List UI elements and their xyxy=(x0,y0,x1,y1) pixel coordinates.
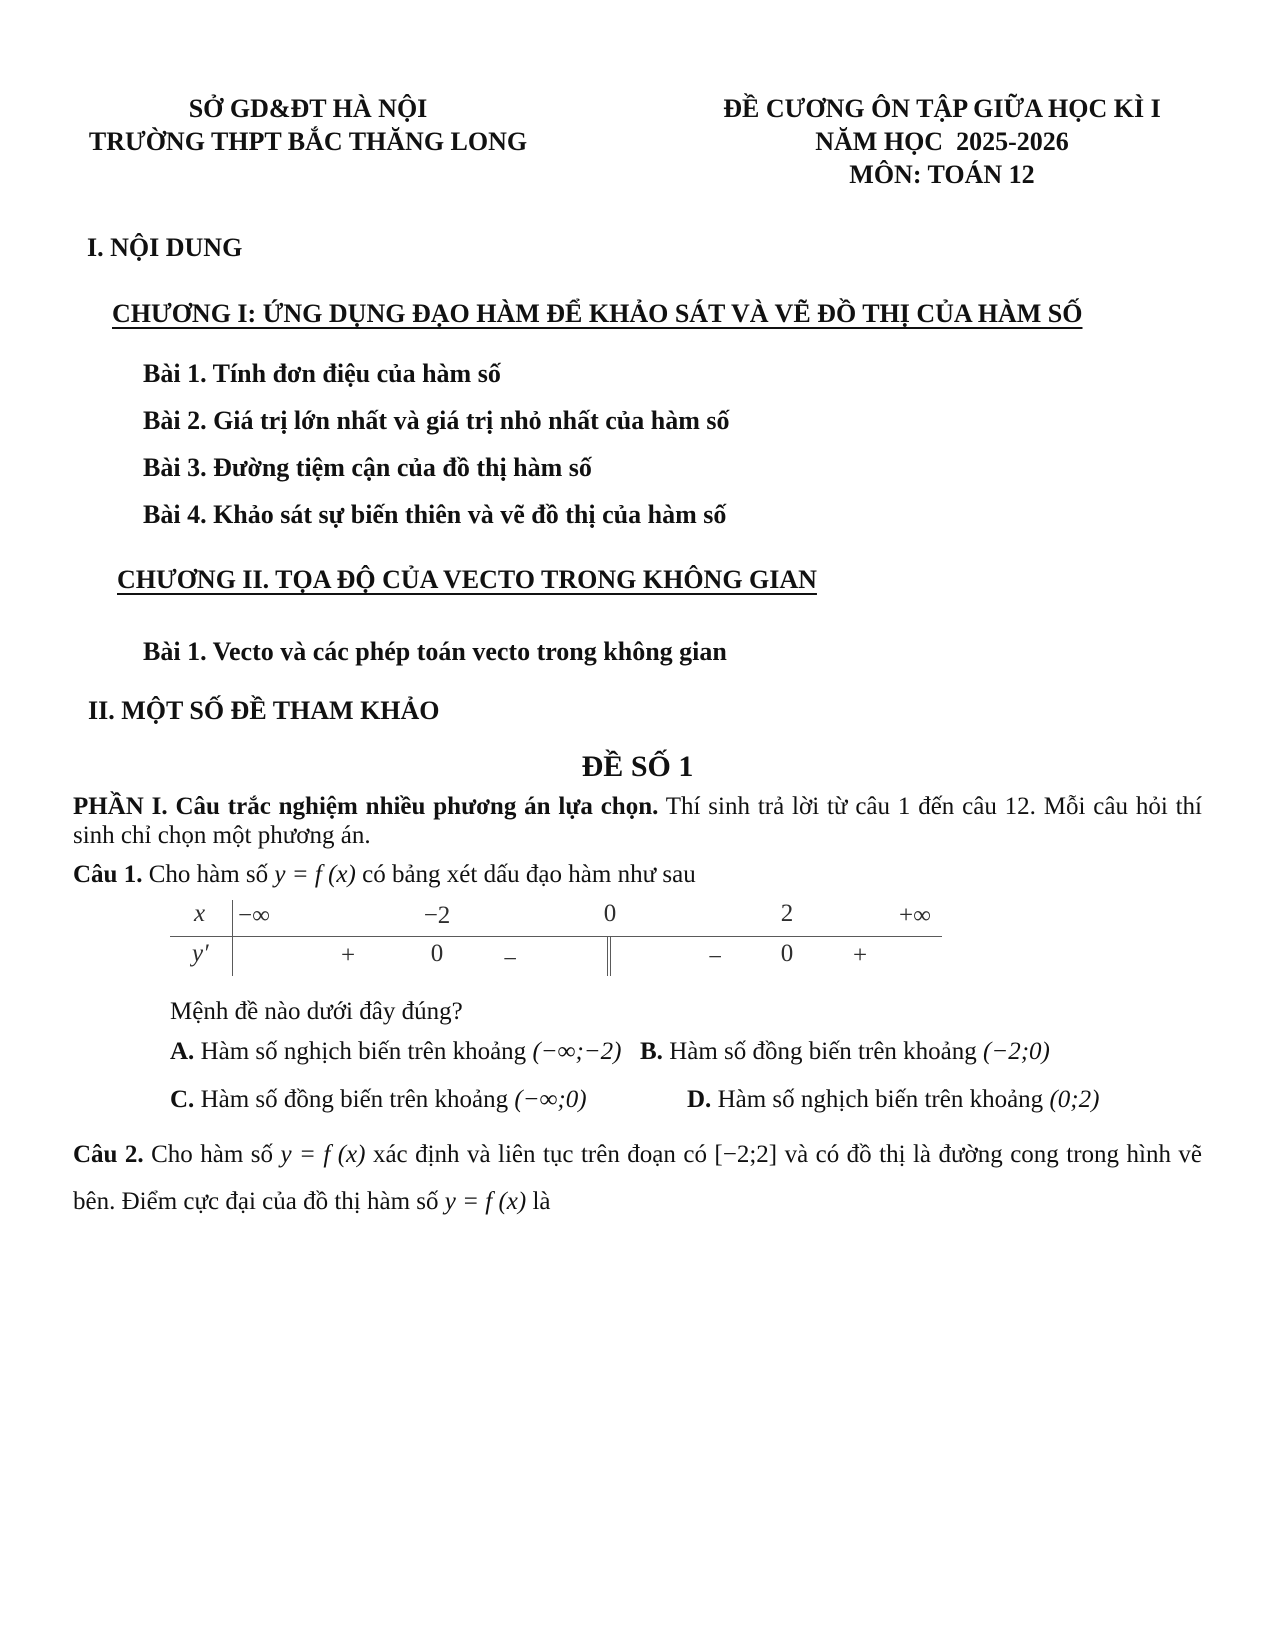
chapter-1-title: CHƯƠNG I: ỨNG DỤNG ĐẠO HÀM ĐỂ KHẢO SÁT VÀ VẼ ĐỒ THỊ CỦA HÀM SỐ xyxy=(112,298,1083,328)
part-1-instructions xyxy=(73,792,1202,850)
chapter-2-lessons xyxy=(143,635,1202,668)
question-1-prompt: Mệnh đề nào dưới đây đúng? xyxy=(170,997,463,1025)
table-sign: − xyxy=(502,945,518,973)
option-d-text: Hàm số nghịch biến trên khoảng xyxy=(711,1085,1050,1113)
exam-title: ĐỀ SỐ 1 xyxy=(581,750,694,784)
function-expression: y = f (x) xyxy=(274,861,356,889)
chapter-1-lessons xyxy=(143,357,1202,531)
option-d xyxy=(687,1084,1099,1117)
table-horizontal-line xyxy=(170,936,942,937)
function-expression: y = f (x) xyxy=(280,1141,366,1169)
table-double-bar xyxy=(607,937,611,976)
part-1-text: Thí sinh trả lời từ câu 1 đến câu 12. Mỗi câu hỏi thí sinh chỉ chọn một phương án. xyxy=(73,793,1202,850)
question-1-text-post: có bảng xét dấu đạo hàm như sau xyxy=(355,861,696,889)
question-1-intro xyxy=(73,859,1202,892)
option-c xyxy=(170,1084,687,1117)
subject-name: MÔN: TOÁN 12 xyxy=(849,160,1035,190)
options-row-ab xyxy=(170,1036,1202,1069)
question-2-label: Câu 2. xyxy=(73,1141,144,1169)
table-vertical-line xyxy=(232,900,233,976)
question-1-text-pre: Cho hàm số xyxy=(142,861,275,889)
table-x-label: x xyxy=(194,899,206,927)
document-header xyxy=(73,92,1202,191)
option-b-interval: (−2;0) xyxy=(983,1038,1050,1066)
table-x-value: 2 xyxy=(780,899,794,927)
header-right-block xyxy=(682,92,1202,191)
option-a-label: A. xyxy=(170,1038,195,1066)
document-title: ĐỀ CƯƠNG ÔN TẬP GIỮA HỌC KÌ I xyxy=(723,94,1161,123)
options-row-cd xyxy=(170,1084,1202,1117)
option-c-text: Hàm số đồng biến trên khoảng xyxy=(194,1085,515,1113)
option-a xyxy=(170,1036,640,1069)
table-sign: 0 xyxy=(430,939,444,967)
section-2-title: II. MỘT SỐ ĐỀ THAM KHẢO xyxy=(88,695,440,725)
option-b-text: Hàm số đồng biến trên khoảng xyxy=(662,1038,984,1066)
lesson-item: Bài 4. Khảo sát sự biến thiên và vẽ đồ thị của hàm số xyxy=(143,499,727,529)
school-name: TRƯỜNG THPT BẮC THĂNG LONG xyxy=(88,127,528,157)
school-year: NĂM HỌC 2025-2026 xyxy=(815,127,1069,157)
question-1-body xyxy=(170,996,1202,1117)
interval-expression: [−2;2] xyxy=(714,1141,778,1169)
option-a-text: Hàm số nghịch biến trên khoảng xyxy=(194,1038,533,1066)
section-1-title: I. NỘI DUNG xyxy=(87,233,243,263)
lesson-item: Bài 2. Giá trị lớn nhất và giá trị nhỏ nhất của hàm số xyxy=(143,405,730,435)
table-x-value: +∞ xyxy=(899,901,931,929)
option-d-interval: (0;2) xyxy=(1049,1085,1100,1113)
question-2-seg4: là xyxy=(526,1187,551,1215)
table-sign: + xyxy=(340,941,356,969)
question-1-label: Câu 1. xyxy=(73,861,143,889)
lesson-item: Bài 1. Tính đơn điệu của hàm số xyxy=(143,358,501,388)
derivative-sign-table xyxy=(170,898,942,978)
option-a-interval: (−∞;−2) xyxy=(532,1038,622,1066)
chapter-2-title: CHƯƠNG II. TỌA ĐỘ CỦA VECTO TRONG KHÔNG GIAN xyxy=(117,564,817,594)
question-2-seg2: xác định và liên tục trên đoạn có xyxy=(365,1141,715,1169)
question-2 xyxy=(73,1132,1202,1225)
question-2-seg3: và có đồ thị là đường cong trong hình vẽ bên. Điểm cực đại của đồ thị hàm số xyxy=(73,1141,1202,1215)
table-sign: − xyxy=(707,943,723,971)
table-sign: 0 xyxy=(780,939,794,967)
option-d-label: D. xyxy=(687,1085,712,1113)
table-y-prime-label: y′ xyxy=(192,939,209,967)
option-c-label: C. xyxy=(170,1085,195,1113)
table-x-value: −∞ xyxy=(238,901,270,929)
table-sign: + xyxy=(852,941,868,969)
lesson-item: Bài 3. Đường tiệm cận của đồ thị hàm số xyxy=(143,452,592,482)
option-b-label: B. xyxy=(640,1038,663,1066)
part-1-heading: PHẦN I. Câu trắc nghiệm nhiều phương án lựa chọn. xyxy=(73,793,659,821)
function-expression: y = f (x) xyxy=(444,1187,527,1215)
lesson-item: Bài 1. Vecto và các phép toán vecto trong không gian xyxy=(143,636,727,666)
department-name: SỞ GD&ĐT HÀ NỘI xyxy=(188,94,428,123)
table-x-value: 0 xyxy=(603,899,617,927)
question-2-seg1: Cho hàm số xyxy=(143,1141,281,1169)
option-b xyxy=(640,1036,1050,1069)
table-x-value: −2 xyxy=(423,901,451,929)
option-c-interval: (−∞;0) xyxy=(514,1085,587,1113)
header-left-block xyxy=(73,92,543,158)
